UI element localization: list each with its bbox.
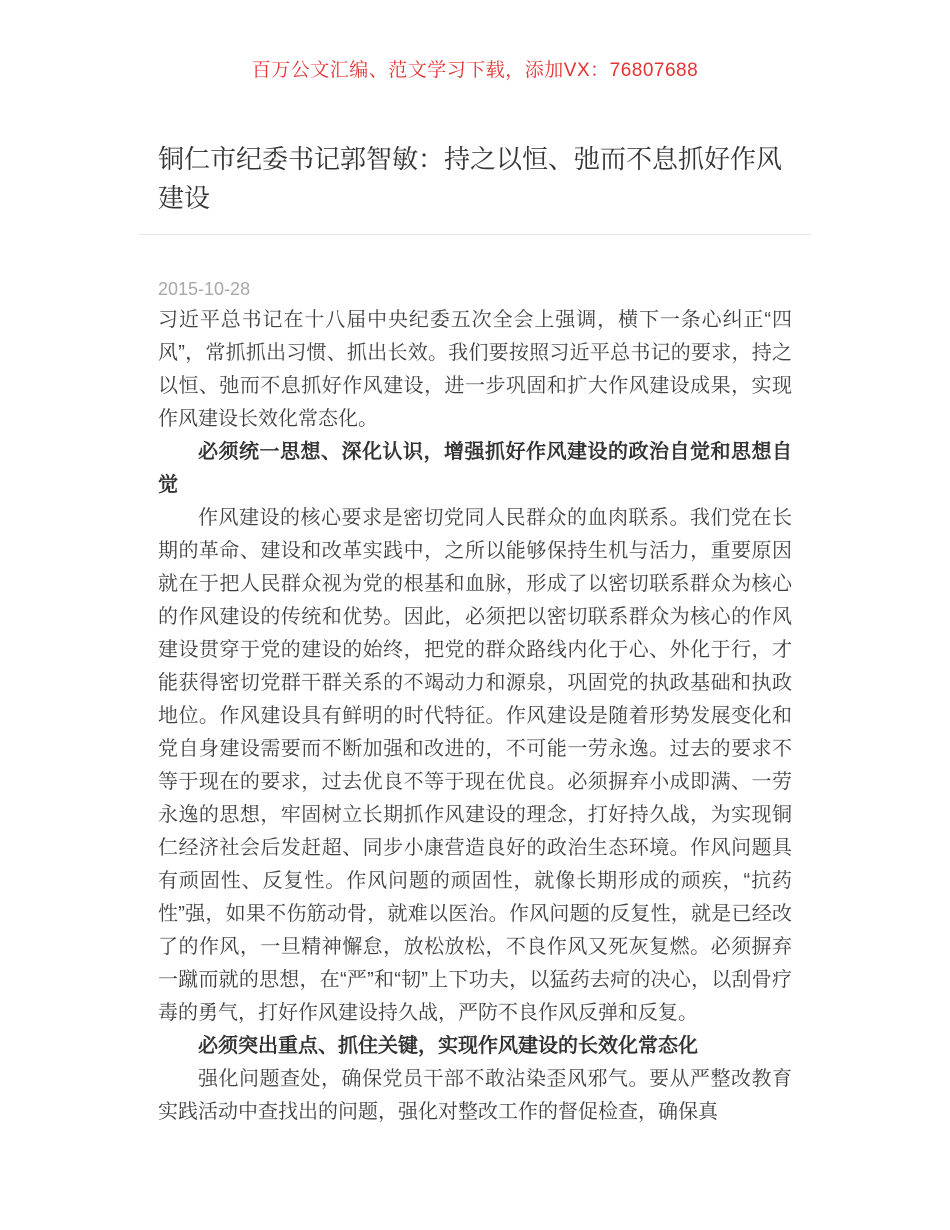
promo-banner-text: 百万公文汇编、范文学习下载，添加VX：76807688	[251, 60, 699, 81]
article-header	[158, 140, 792, 218]
article-title: 铜仁市纪委书记郭智敏：持之以恒、弛而不息抓好作风建设	[158, 144, 783, 213]
section-heading: 必须突出重点、抓住关键，实现作风建设的长效化常态化	[198, 1035, 698, 1057]
section-heading: 必须统一思想、深化认识，增强抓好作风建设的政治自觉和思想自觉	[158, 441, 792, 496]
title-divider	[139, 234, 811, 235]
paragraph: 习近平总书记在十八届中央纪委五次全会上强调，横下一条心纠正“四风”，常抓抓出习惯、抓出长效。我们要按照习近平总书记的要求，持之以恒、弛而不息抓好作风建设，进一步巩固和扩大作风建设成果，实现作风建设长效化常态化。	[158, 309, 792, 430]
paragraph: 作风建设的核心要求是密切党同人民群众的血肉联系。我们党在长期的革命、建设和改革实践中，之所以能够保持生机与活力，重要原因就在于把人民群众视为党的根基和血脉，形成了以密切联系群众为核心的作风建设的传统和优势。因此，必须把以密切联系群众为核心的作风建设贯穿于党的建设的始终，把党的群众路线内化于心、外化于行，才能获得密切党群干群关系的不竭动力和源泉，巩固党的执政基础和执政地位。作风建设具有鲜明的时代特征。作风建设是随着形势发展变化和党自身建设需要而不断加强和改进的，不可能一劳永逸。过去的要求不等于现在的要求，过去优良不等于现在优良。必须摒弃小成即满、一劳永逸的思想，牢固树立长期抓作风建设的理念，打好持久战，为实现铜仁经济社会后发赶超、同步小康营造良好的政治生态环境。作风问题具有顽固性、反复性。作风问题的顽固性，就像长期形成的顽疾，“抗药性”强，如果不伤筋动骨，就难以医治。作风问题的反复性，就是已经改了的作风，一旦精神懈怠，放松放松，不良作风又死灰复燃。必须摒弃一蹴而就的思想，在“严”和“韧”上下功夫，以猛药去疴的决心，以刮骨疗毒的勇气，打好作风建设持久战，严防不良作风反弹和反复。	[158, 507, 792, 1024]
paragraph: 强化问题查处，确保党员干部不敢沾染歪风邪气。要从严整改教育实践活动中查找出的问题，强化对整改工作的督促检查，确保真	[158, 1068, 792, 1123]
article-main	[158, 279, 792, 1129]
publish-date: 2015-10-28	[158, 279, 251, 299]
article-body	[158, 304, 792, 1129]
promo-banner	[0, 0, 950, 82]
